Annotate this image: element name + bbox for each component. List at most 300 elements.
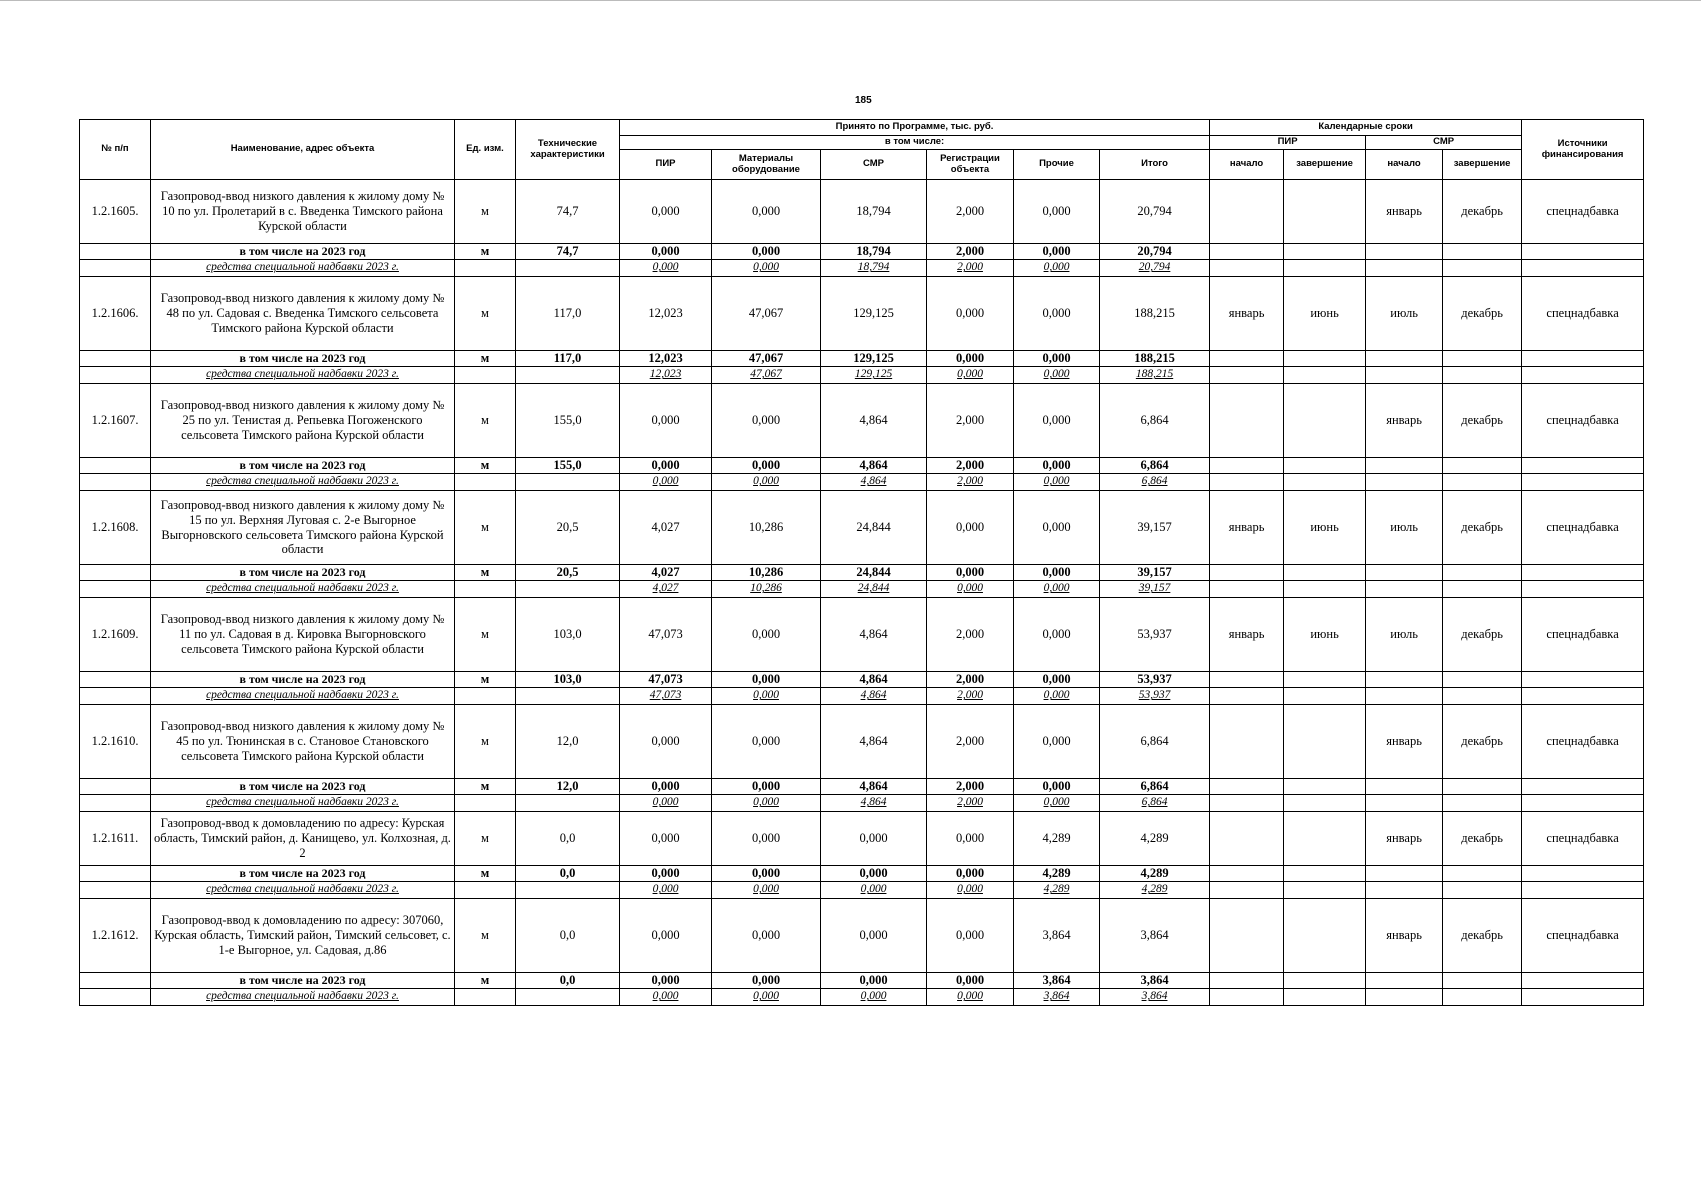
cell-other [1014,688,1100,705]
cell-registration: 2,000 [927,384,1014,458]
table-body [80,180,1644,1006]
cell-empty [80,779,151,795]
cell-empty [1366,474,1443,491]
cell-total [1100,581,1210,598]
col-header-num: № п/п [80,120,151,180]
cell-unit: м [455,973,516,989]
cell-smr-start: январь [1366,384,1443,458]
cell-tech: 103,0 [516,672,620,688]
cell-subtotal-label: в том числе на 2023 год [151,458,455,474]
cell-empty [80,581,151,598]
cell-registration-text: 0,000 [957,990,983,1003]
cell-empty [1284,565,1366,581]
cell-empty [1522,795,1644,812]
cell-total [1100,260,1210,277]
cell-pir: 4,027 [620,565,712,581]
cell-smr-end: декабрь [1443,277,1522,351]
cell-fund-label [151,260,455,277]
cell-materials: 0,000 [712,672,821,688]
cell-materials [712,581,821,598]
cell-total [1100,989,1210,1006]
cell-pir [620,795,712,812]
cell-materials-text: 0,000 [753,475,779,488]
cell-empty [1366,973,1443,989]
cell-empty [1522,581,1644,598]
cell-registration: 0,000 [927,351,1014,367]
cell-unit: м [455,899,516,973]
cell-empty [1443,882,1522,899]
cell-other: 0,000 [1014,180,1100,244]
cell-other [1014,367,1100,384]
cell-other: 0,000 [1014,384,1100,458]
cell-smr-text: 18,794 [857,261,890,274]
cell-total: 188,215 [1100,277,1210,351]
table-row-object [80,899,1644,973]
cell-smr: 4,864 [821,779,927,795]
cell-empty [1284,688,1366,705]
col-header-accepted: Принято по Программе, тыс. руб. [620,120,1210,136]
cell-pir-end: июнь [1284,598,1366,672]
cell-empty [516,688,620,705]
cell-empty [80,688,151,705]
cell-empty [1210,244,1284,260]
cell-tech: 20,5 [516,491,620,565]
cell-total: 39,157 [1100,491,1210,565]
cell-registration: 0,000 [927,277,1014,351]
cell-empty [1366,882,1443,899]
cell-registration [927,260,1014,277]
col-header-sources: Источники финансирования [1522,120,1644,180]
col-header-pir: ПИР [620,150,712,180]
cell-other: 0,000 [1014,458,1100,474]
cell-row-id: 1.2.1606. [80,277,151,351]
cell-empty [1284,882,1366,899]
cell-empty [1210,882,1284,899]
cell-empty [1522,565,1644,581]
cell-empty [80,260,151,277]
cell-tech: 0,0 [516,866,620,882]
page-number: 185 [855,95,872,106]
cell-fund-label-text: средства специальной надбавки 2023 г. [206,990,399,1003]
cell-smr-end: декабрь [1443,180,1522,244]
cell-registration-text: 0,000 [957,582,983,595]
cell-object-name: Газопровод-ввод низкого давления к жилому дому № 45 по ул. Тюнинская в с. Становое Становского сельсовета Тимского района Курской области [151,705,455,779]
cell-smr: 4,864 [821,672,927,688]
cell-pir-start: январь [1210,491,1284,565]
cell-empty [1284,989,1366,1006]
cell-total: 6,864 [1100,384,1210,458]
cell-empty [1522,866,1644,882]
cell-row-id: 1.2.1611. [80,812,151,866]
cell-tech: 155,0 [516,384,620,458]
table-row-object [80,384,1644,458]
cell-empty [1284,866,1366,882]
cell-empty [1284,672,1366,688]
cell-empty [455,474,516,491]
cell-fund-label [151,474,455,491]
cell-registration-text: 2,000 [957,796,983,809]
cell-materials: 0,000 [712,180,821,244]
cell-other: 0,000 [1014,598,1100,672]
cell-empty [80,351,151,367]
cell-empty [1522,260,1644,277]
cell-tech: 117,0 [516,351,620,367]
cell-empty [455,688,516,705]
cell-empty [1284,244,1366,260]
cell-pir-end: июнь [1284,491,1366,565]
cell-fund-label-text: средства специальной надбавки 2023 г. [206,796,399,809]
cell-registration-text: 2,000 [957,689,983,702]
cell-materials: 0,000 [712,866,821,882]
cell-materials: 0,000 [712,899,821,973]
cell-empty [80,367,151,384]
cell-materials: 10,286 [712,565,821,581]
cell-other [1014,474,1100,491]
cell-smr-start: июль [1366,491,1443,565]
cell-empty [1443,779,1522,795]
cell-registration: 0,000 [927,973,1014,989]
cell-pir: 0,000 [620,384,712,458]
cell-materials-text: 10,286 [750,582,782,595]
cell-subtotal-label: в том числе на 2023 год [151,866,455,882]
cell-total [1100,688,1210,705]
cell-smr-text: 129,125 [854,368,893,381]
cell-unit: м [455,384,516,458]
cell-smr-text: 4,864 [860,796,887,809]
cell-smr: 0,000 [821,812,927,866]
cell-empty [1366,367,1443,384]
cell-subtotal-label: в том числе на 2023 год [151,565,455,581]
cell-unit: м [455,244,516,260]
cell-registration: 2,000 [927,779,1014,795]
cell-row-id: 1.2.1608. [80,491,151,565]
cell-empty [1284,581,1366,598]
col-header-pir-start: начало [1210,150,1284,180]
cell-pir: 0,000 [620,812,712,866]
cell-empty [80,672,151,688]
cell-other: 4,289 [1014,812,1100,866]
cell-empty [1210,795,1284,812]
cell-smr-end: декабрь [1443,812,1522,866]
cell-total: 3,864 [1100,899,1210,973]
cell-empty [80,474,151,491]
cell-total-text: 6,864 [1141,475,1168,488]
cell-materials [712,795,821,812]
cell-empty [1443,989,1522,1006]
cell-empty [1443,260,1522,277]
cell-registration [927,474,1014,491]
cell-other-text: 0,000 [1043,475,1070,488]
cell-total: 53,937 [1100,672,1210,688]
cell-materials: 0,000 [712,598,821,672]
col-header-tech: Технические характеристики [516,120,620,180]
cell-source: спецнадбавка [1522,899,1644,973]
col-header-name: Наименование, адрес объекта [151,120,455,180]
cell-empty [80,882,151,899]
cell-pir-end [1284,180,1366,244]
cell-registration: 2,000 [927,598,1014,672]
cell-empty [80,973,151,989]
cell-object-name: Газопровод-ввод низкого давления к жилому дому № 11 по ул. Садовая в д. Кировка Выгорновского сельсовета Тимского района Курской области [151,598,455,672]
cell-object-name: Газопровод-ввод к домовладению по адресу: Курская область, Тимский район, д. Канищево, ул. Колхозная, д. 2 [151,812,455,866]
cell-pir-start [1210,705,1284,779]
cell-object-name: Газопровод-ввод к домовладению по адресу: 307060, Курская область, Тимский район, Тимский сельсовет, с. 1-е Выгорное, ул. Садовая, д.86 [151,899,455,973]
cell-unit: м [455,598,516,672]
cell-smr-start: июль [1366,598,1443,672]
cell-empty [1443,565,1522,581]
table-row-object [80,812,1644,866]
cell-registration-text: 0,000 [957,368,983,381]
cell-empty [1522,989,1644,1006]
cell-empty [1522,351,1644,367]
cell-pir-start: январь [1210,277,1284,351]
cell-pir-end [1284,384,1366,458]
cell-row-id: 1.2.1605. [80,180,151,244]
cell-smr-end: декабрь [1443,598,1522,672]
col-header-unit: Ед. изм. [455,120,516,180]
cell-empty [1522,973,1644,989]
cell-row-id: 1.2.1609. [80,598,151,672]
cell-empty [1522,474,1644,491]
table-row-subtotal [80,866,1644,882]
cell-other [1014,882,1100,899]
cell-other: 0,000 [1014,244,1100,260]
cell-materials: 0,000 [712,458,821,474]
col-header-other: Прочие [1014,150,1100,180]
cell-total: 6,864 [1100,779,1210,795]
cell-pir: 0,000 [620,779,712,795]
cell-empty [1522,458,1644,474]
cell-other [1014,989,1100,1006]
cell-fund-label [151,581,455,598]
cell-registration [927,581,1014,598]
table-row-subtotal [80,672,1644,688]
col-header-cal-smr: СМР [1366,136,1522,150]
cell-other: 0,000 [1014,779,1100,795]
cell-fund-label-text: средства специальной надбавки 2023 г. [206,883,399,896]
cell-empty [1366,688,1443,705]
cell-smr: 24,844 [821,491,927,565]
cell-empty [1284,458,1366,474]
cell-empty [1443,973,1522,989]
col-header-materials: Материалы оборудование [712,150,821,180]
cell-total: 20,794 [1100,244,1210,260]
cell-materials-text: 0,000 [753,261,779,274]
cell-total: 53,937 [1100,598,1210,672]
col-header-including: в том числе: [620,136,1210,150]
cell-empty [1210,688,1284,705]
cell-other-text: 0,000 [1043,582,1070,595]
cell-registration-text: 2,000 [957,475,983,488]
col-header-total: Итого [1100,150,1210,180]
cell-subtotal-label: в том числе на 2023 год [151,779,455,795]
cell-registration [927,795,1014,812]
cell-pir-end [1284,812,1366,866]
cell-unit: м [455,812,516,866]
cell-pir: 47,073 [620,598,712,672]
cell-materials: 0,000 [712,384,821,458]
table-row-subtotal [80,973,1644,989]
cell-empty [1210,367,1284,384]
cell-empty [1210,458,1284,474]
cell-empty [1522,244,1644,260]
cell-smr-end: декабрь [1443,491,1522,565]
table-row-subtotal [80,351,1644,367]
cell-empty [455,989,516,1006]
cell-smr: 4,864 [821,598,927,672]
cell-tech: 0,0 [516,899,620,973]
table-row-fund [80,882,1644,899]
cell-materials [712,989,821,1006]
table-row-fund [80,795,1644,812]
cell-total-text: 39,157 [1138,582,1171,595]
cell-source: спецнадбавка [1522,705,1644,779]
cell-fund-label [151,367,455,384]
cell-total [1100,474,1210,491]
cell-source: спецнадбавка [1522,384,1644,458]
table-row-subtotal [80,779,1644,795]
cell-registration: 0,000 [927,866,1014,882]
cell-tech: 103,0 [516,598,620,672]
cell-registration: 0,000 [927,812,1014,866]
table-row-fund [80,367,1644,384]
cell-total: 39,157 [1100,565,1210,581]
cell-smr: 18,794 [821,244,927,260]
cell-unit: м [455,705,516,779]
cell-registration [927,882,1014,899]
cell-object-name: Газопровод-ввод низкого давления к жилому дому № 10 по ул. Пролетарий в с. Введенка Тимского района Курской области [151,180,455,244]
cell-smr-end: декабрь [1443,899,1522,973]
cell-pir-start [1210,899,1284,973]
cell-smr: 4,864 [821,458,927,474]
cell-registration [927,989,1014,1006]
cell-other [1014,795,1100,812]
cell-empty [1443,367,1522,384]
cell-total-text: 4,289 [1141,883,1168,896]
cell-registration [927,367,1014,384]
table-row-fund [80,989,1644,1006]
cell-pir-text: 12,023 [649,368,682,381]
cell-pir-text: 0,000 [652,475,679,488]
cell-other [1014,581,1100,598]
cell-pir: 47,073 [620,672,712,688]
cell-registration-text: 0,000 [957,883,983,896]
cell-empty [1210,989,1284,1006]
cell-smr: 4,864 [821,384,927,458]
cell-pir-text: 0,000 [652,883,679,896]
cell-empty [80,458,151,474]
cell-object-name: Газопровод-ввод низкого давления к жилому дому № 25 по ул. Тенистая д. Репьевка Погоженского сельсовета Тимского района Курской области [151,384,455,458]
cell-other: 4,289 [1014,866,1100,882]
cell-other-text: 0,000 [1043,368,1070,381]
cell-total-text: 53,937 [1138,689,1171,702]
cell-source: спецнадбавка [1522,180,1644,244]
cell-pir [620,474,712,491]
table-row-object [80,180,1644,244]
table-row-subtotal [80,458,1644,474]
cell-row-id: 1.2.1610. [80,705,151,779]
cell-pir-text: 0,000 [652,990,679,1003]
cell-pir: 0,000 [620,973,712,989]
cell-empty [455,795,516,812]
cell-other: 3,864 [1014,899,1100,973]
cell-empty [1366,779,1443,795]
cell-empty [1366,351,1443,367]
cell-materials: 0,000 [712,812,821,866]
cell-unit: м [455,565,516,581]
cell-source: спецнадбавка [1522,277,1644,351]
cell-materials: 10,286 [712,491,821,565]
cell-empty [455,260,516,277]
cell-registration: 0,000 [927,565,1014,581]
cell-fund-label [151,795,455,812]
cell-total [1100,882,1210,899]
cell-empty [1366,989,1443,1006]
cell-empty [1522,672,1644,688]
cell-pir-text: 0,000 [652,796,679,809]
cell-smr: 4,864 [821,705,927,779]
cell-fund-label [151,989,455,1006]
col-header-calendar: Календарные сроки [1210,120,1522,136]
table-row-object [80,277,1644,351]
cell-subtotal-label: в том числе на 2023 год [151,351,455,367]
cell-subtotal-label: в том числе на 2023 год [151,973,455,989]
cell-pir [620,581,712,598]
cell-pir: 4,027 [620,491,712,565]
cell-smr: 129,125 [821,351,927,367]
cell-empty [1522,779,1644,795]
cell-materials: 0,000 [712,973,821,989]
cell-pir-start [1210,812,1284,866]
cell-smr [821,989,927,1006]
cell-source: спецнадбавка [1522,812,1644,866]
cell-empty [516,989,620,1006]
col-header-smr: СМР [821,150,927,180]
cell-pir-text: 0,000 [652,261,679,274]
cell-unit: м [455,180,516,244]
cell-fund-label [151,688,455,705]
cell-total [1100,367,1210,384]
cell-other: 0,000 [1014,491,1100,565]
cell-unit: м [455,779,516,795]
cell-empty [80,866,151,882]
cell-row-id: 1.2.1607. [80,384,151,458]
cell-tech: 117,0 [516,277,620,351]
cell-empty [1284,351,1366,367]
table-row-fund [80,581,1644,598]
cell-empty [1366,458,1443,474]
cell-smr-end: декабрь [1443,384,1522,458]
cell-empty [1366,581,1443,598]
cell-smr-start: январь [1366,705,1443,779]
cell-empty [1366,244,1443,260]
cell-other-text: 0,000 [1043,261,1070,274]
cell-empty [1366,795,1443,812]
cell-empty [1522,688,1644,705]
cell-tech: 155,0 [516,458,620,474]
cell-smr [821,474,927,491]
cell-other [1014,260,1100,277]
cell-other: 0,000 [1014,672,1100,688]
cell-total [1100,795,1210,812]
cell-empty [516,474,620,491]
cell-unit: м [455,672,516,688]
cell-pir [620,260,712,277]
cell-empty [1443,474,1522,491]
cell-empty [1366,866,1443,882]
table-header [80,120,1644,180]
cell-smr-text: 24,844 [857,582,890,595]
